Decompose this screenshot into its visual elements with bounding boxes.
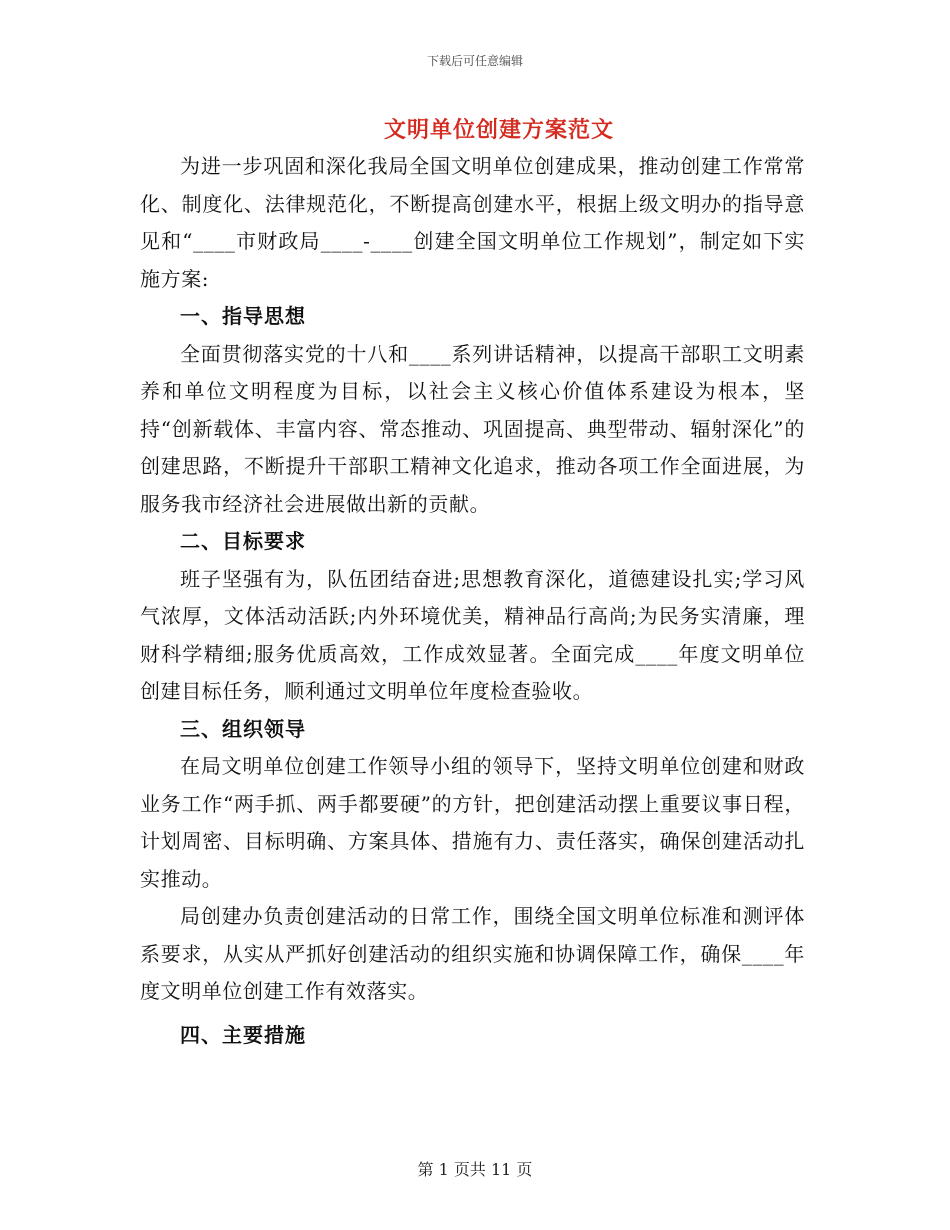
- section-paragraph: 局创建办负责创建活动的日常工作，围绕全国文明单位标准和测评体系要求，从实从严抓好创建活动的组织实施和协调保障工作，确保____年度文明单位创建工作有效落实。: [140, 904, 805, 1003]
- page-number: 第 1 页共 11 页: [417, 1160, 533, 1179]
- section-paragraph: 班子坚强有为，队伍团结奋进;思想教育深化，道德建设扎实;学习风气浓厚，文体活动活跃;内外环境优美，精神品行高尚;为民务实清廉，理财科学精细;服务优质高效，工作成效显著。全面完成____年度文明单位创建目标任务，顺利通过文明单位年度检查验收。: [140, 566, 805, 703]
- section-heading-goals: 二、目标要求: [180, 529, 306, 553]
- section-paragraph: 全面贯彻落实党的十八和____系列讲话精神，以提高干部职工文明素养和单位文明程度为目标，以社会主义核心价值体系建设为根本，坚持“创新载体、丰富内容、常态推动、巩固提高、典型带动、辐射深化”的创建思路，不断提升干部职工精神文化追求，推动各项工作全面进展，为服务我市经济社会进展做出新的贡献。: [140, 341, 805, 516]
- section-heading-organization: 三、组织领导: [180, 716, 306, 741]
- section-heading-guiding-ideology: 一、指导思想: [180, 304, 306, 328]
- section-heading-main-measures: 四、主要措施: [180, 1022, 306, 1047]
- section-paragraph: 在局文明单位创建工作领导小组的领导下，坚持文明单位创建和财政业务工作“两手抓、两手都要硬”的方针，把创建活动摆上重要议事日程，计划周密、目标明确、方案具体、措施有力、责任落实，确保创建活动扎实推动。: [140, 754, 805, 891]
- document-title: 文明单位创建方案范文: [383, 118, 614, 143]
- document-body: [140, 148, 805, 1054]
- page-header-note: 下载后可任意编辑: [426, 54, 523, 68]
- intro-paragraph: 为进一步巩固和深化我局全国文明单位创建成果，推动创建工作常常化、制度化、法律规范化，不断提高创建水平，根据上级文明办的指导意见和“____市财政局____-____创建全国文明单位工作规划”，制定如下实施方案:: [140, 154, 805, 291]
